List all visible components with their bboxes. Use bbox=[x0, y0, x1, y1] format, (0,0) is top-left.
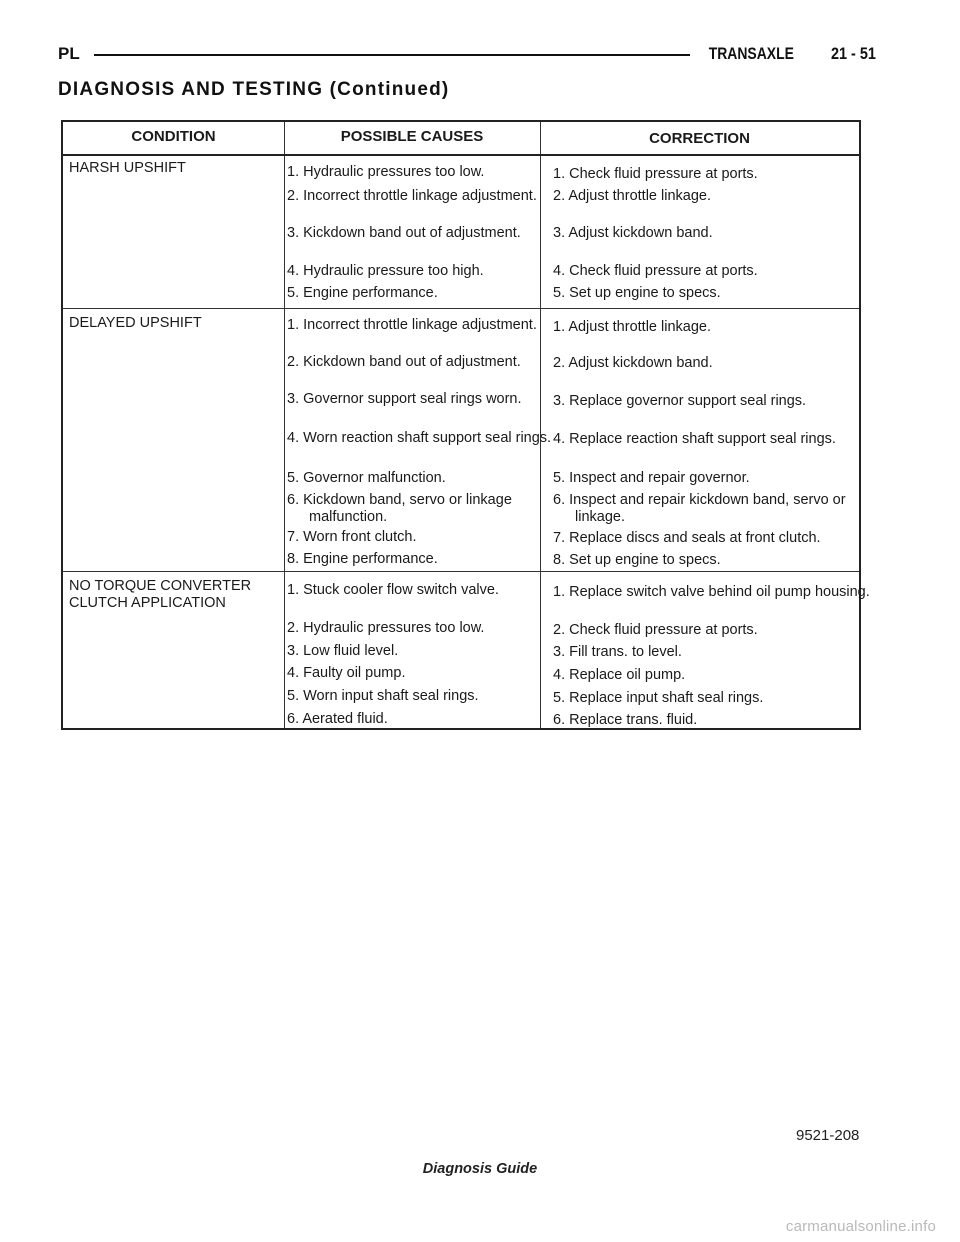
column-header-causes: POSSIBLE CAUSES bbox=[340, 128, 484, 145]
possible-cause-item: 4. Worn reaction shaft support seal rings. bbox=[287, 430, 552, 446]
possible-cause-item: 5. Worn input shaft seal rings. bbox=[287, 688, 479, 704]
figure-code: 9521-208 bbox=[796, 1127, 860, 1144]
correction-item: 3. Adjust kickdown band. bbox=[553, 225, 713, 241]
correction-item: 7. Replace discs and seals at front clutch. bbox=[553, 530, 821, 546]
row-divider-2 bbox=[63, 571, 859, 572]
correction-item: 1. Check fluid pressure at ports. bbox=[553, 166, 758, 182]
column-header-correction: CORRECTION bbox=[649, 130, 750, 147]
column-divider-1 bbox=[284, 122, 285, 728]
correction-item: 6. Inspect and repair kickdown band, servo or linkage. bbox=[553, 492, 846, 525]
correction-item: 3. Replace governor support seal rings. bbox=[553, 393, 807, 409]
possible-cause-item: 4. Hydraulic pressure too high. bbox=[287, 263, 484, 279]
row-divider-1 bbox=[63, 308, 859, 309]
correction-item: 6. Replace trans. fluid. bbox=[553, 712, 698, 728]
possible-cause-item: 8. Engine performance. bbox=[287, 551, 438, 567]
watermark: carmanualsonline.info bbox=[785, 1218, 936, 1235]
possible-cause-item: 1. Stuck cooler flow switch valve. bbox=[287, 582, 499, 598]
header-chapter-title: TRANSAXLE bbox=[708, 44, 794, 63]
figure-caption: Diagnosis Guide bbox=[422, 1161, 538, 1177]
correction-item: 2. Adjust kickdown band. bbox=[553, 355, 713, 371]
diagnosis-table bbox=[61, 120, 870, 730]
correction-item: 4. Replace reaction shaft support seal rings. bbox=[553, 431, 836, 447]
correction-item: 4. Replace oil pump. bbox=[553, 667, 686, 683]
header-section-code: PL bbox=[58, 44, 80, 63]
page-header bbox=[58, 44, 876, 70]
possible-cause-item: 2. Hydraulic pressures too low. bbox=[287, 620, 485, 636]
correction-item: 3. Fill trans. to level. bbox=[553, 644, 682, 660]
possible-cause-item: 6. Aerated fluid. bbox=[287, 711, 388, 727]
correction-item: 2. Check fluid pressure at ports. bbox=[553, 622, 758, 638]
possible-cause-item: 5. Engine performance. bbox=[287, 285, 438, 301]
correction-item: 1. Replace switch valve behind oil pump housing. bbox=[553, 584, 870, 600]
possible-cause-item: 3. Kickdown band out of adjustment. bbox=[287, 225, 521, 241]
header-divider bbox=[63, 154, 859, 156]
possible-cause-item: 6. Kickdown band, servo or linkage malfunction. bbox=[287, 492, 512, 525]
correction-item: 4. Check fluid pressure at ports. bbox=[553, 263, 758, 279]
possible-cause-item: 7. Worn front clutch. bbox=[287, 529, 417, 545]
possible-cause-item: 2. Kickdown band out of adjustment. bbox=[287, 354, 521, 370]
section-title: DIAGNOSIS AND TESTING (Continued) bbox=[58, 79, 450, 100]
column-divider-2 bbox=[540, 122, 541, 728]
condition-cell: DELAYED UPSHIFT bbox=[69, 315, 202, 331]
correction-item: 2. Adjust throttle linkage. bbox=[553, 188, 711, 204]
header-rule bbox=[94, 54, 690, 56]
possible-cause-item: 4. Faulty oil pump. bbox=[287, 665, 406, 681]
correction-item: 5. Set up engine to specs. bbox=[553, 285, 721, 301]
correction-item: 8. Set up engine to specs. bbox=[553, 552, 721, 568]
possible-cause-item: 5. Governor malfunction. bbox=[287, 470, 446, 486]
possible-cause-item: 2. Incorrect throttle linkage adjustment. bbox=[287, 188, 537, 204]
correction-item: 5. Replace input shaft seal rings. bbox=[553, 690, 764, 706]
possible-cause-item: 3. Governor support seal rings worn. bbox=[287, 391, 522, 407]
possible-cause-item: 3. Low fluid level. bbox=[287, 643, 399, 659]
condition-cell: HARSH UPSHIFT bbox=[69, 160, 186, 176]
correction-item: 5. Inspect and repair governor. bbox=[553, 470, 750, 486]
correction-item: 1. Adjust throttle linkage. bbox=[553, 319, 711, 335]
possible-cause-item: 1. Hydraulic pressures too low. bbox=[287, 164, 485, 180]
column-header-condition: CONDITION bbox=[131, 128, 216, 145]
header-page-number: 21 - 51 bbox=[831, 44, 876, 63]
possible-cause-item: 1. Incorrect throttle linkage adjustment. bbox=[287, 317, 537, 333]
condition-cell: NO TORQUE CONVERTER CLUTCH APPLICATION bbox=[69, 578, 252, 611]
